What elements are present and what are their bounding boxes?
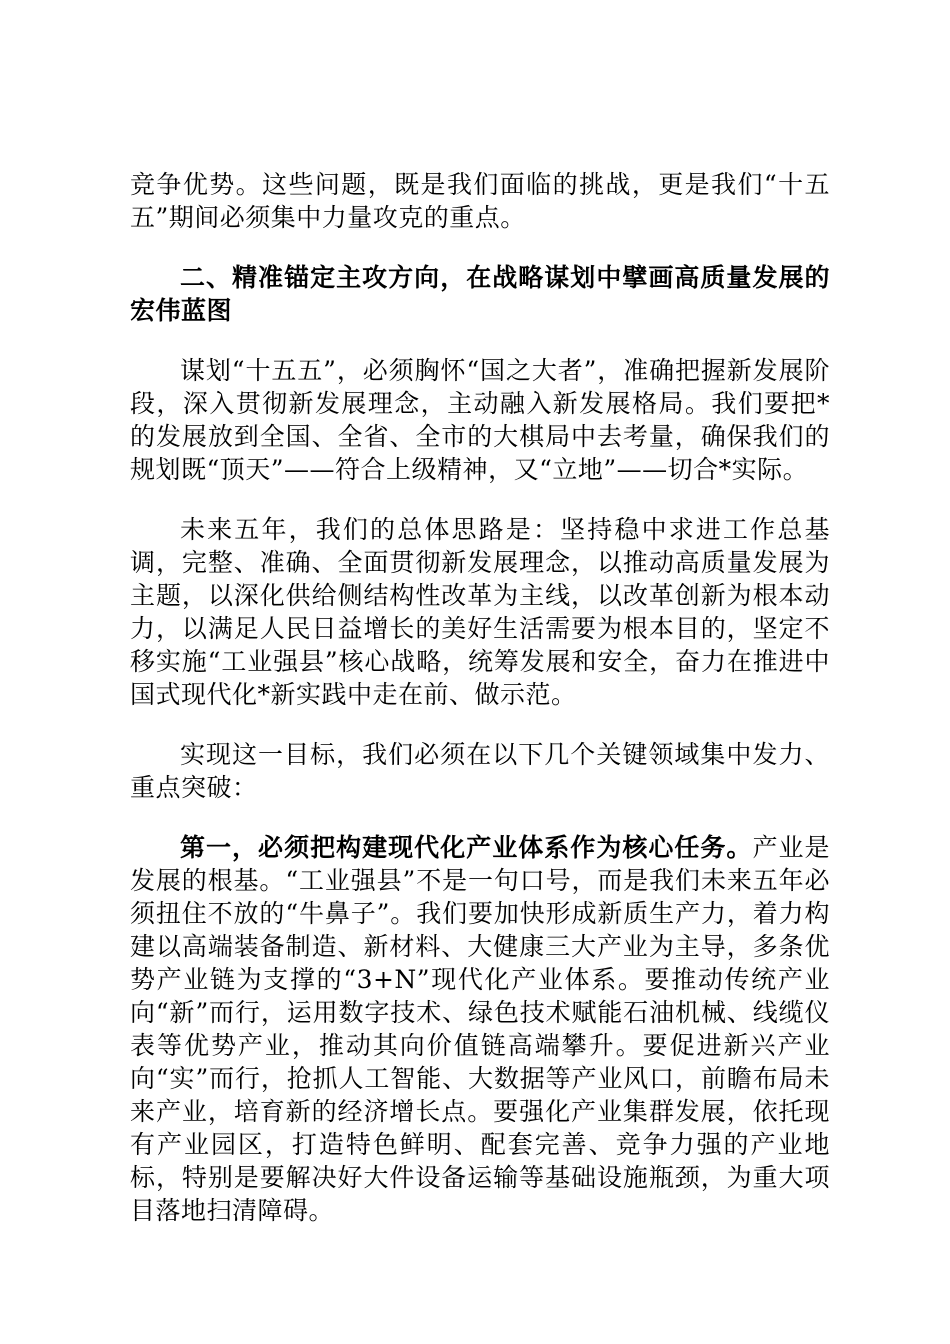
paragraph-continuation: 竞争优势。这些问题，既是我们面临的挑战，更是我们“十五五”期间必须集中力量攻克的重点。 [130,170,830,232]
first-task-body: 产业是发展的根基。“工业强县”不是一句口号，而是我们未来五年必须扭住不放的“牛鼻子”。我们要加快形成新质生产力，着力构建以高端装备制造、新材料、大健康三大产业为主导，多条优势产业链为支撑的“3+N”现代化产业体系。要推动传统产业向“新”而行，运用数字技术、绿色技术赋能石油机械、线缆仪表等优势产业，推动其向价值链高端攀升。要促进新兴产业向“实”而行，抢抓人工智能、大数据等产业风口，前瞻布局未来产业，培育新的经济增长点。要强化产业集群发展，依托现有产业园区，打造特色鲜明、配套完善、竞争力强的产业地标，特别是要解决好大件设备运输等基础设施瓶颈，为重大项目落地扫清障碍。 [130,833,830,1225]
paragraph-first-task [130,831,830,1227]
paragraph-planning: 谋划“十五五”，必须胸怀“国之大者”，准确把握新发展阶段，深入贯彻新发展理念，主动融入新发展格局。我们要把*的发展放到全国、全省、全市的大棋局中去考量，确保我们的规划既“顶天”——符合上级精神，又“立地”——切合*实际。 [130,356,830,484]
paragraph-overall-approach: 未来五年，我们的总体思路是：坚持稳中求进工作总基调，完整、准确、全面贯彻新发展理念，以推动高质量发展为主题，以深化供给侧结构性改革为主线，以改革创新为根本动力，以满足人民日益增长的美好生活需要为根本目的，坚定不移实施“工业强县”核心战略，统筹发展和安全，奋力在推进中国式现代化*新实践中走在前、做示范。 [130,515,830,709]
document-page [130,168,830,1254]
paragraph-key-areas: 实现这一目标，我们必须在以下几个关键领域集中发力、重点突破： [130,740,830,802]
section-heading: 二、精准锚定主攻方向，在战略谋划中擘画高质量发展的宏伟蓝图 [130,263,830,325]
first-task-lead: 第一，必须把构建现代化产业体系作为核心任务。 [180,833,753,862]
